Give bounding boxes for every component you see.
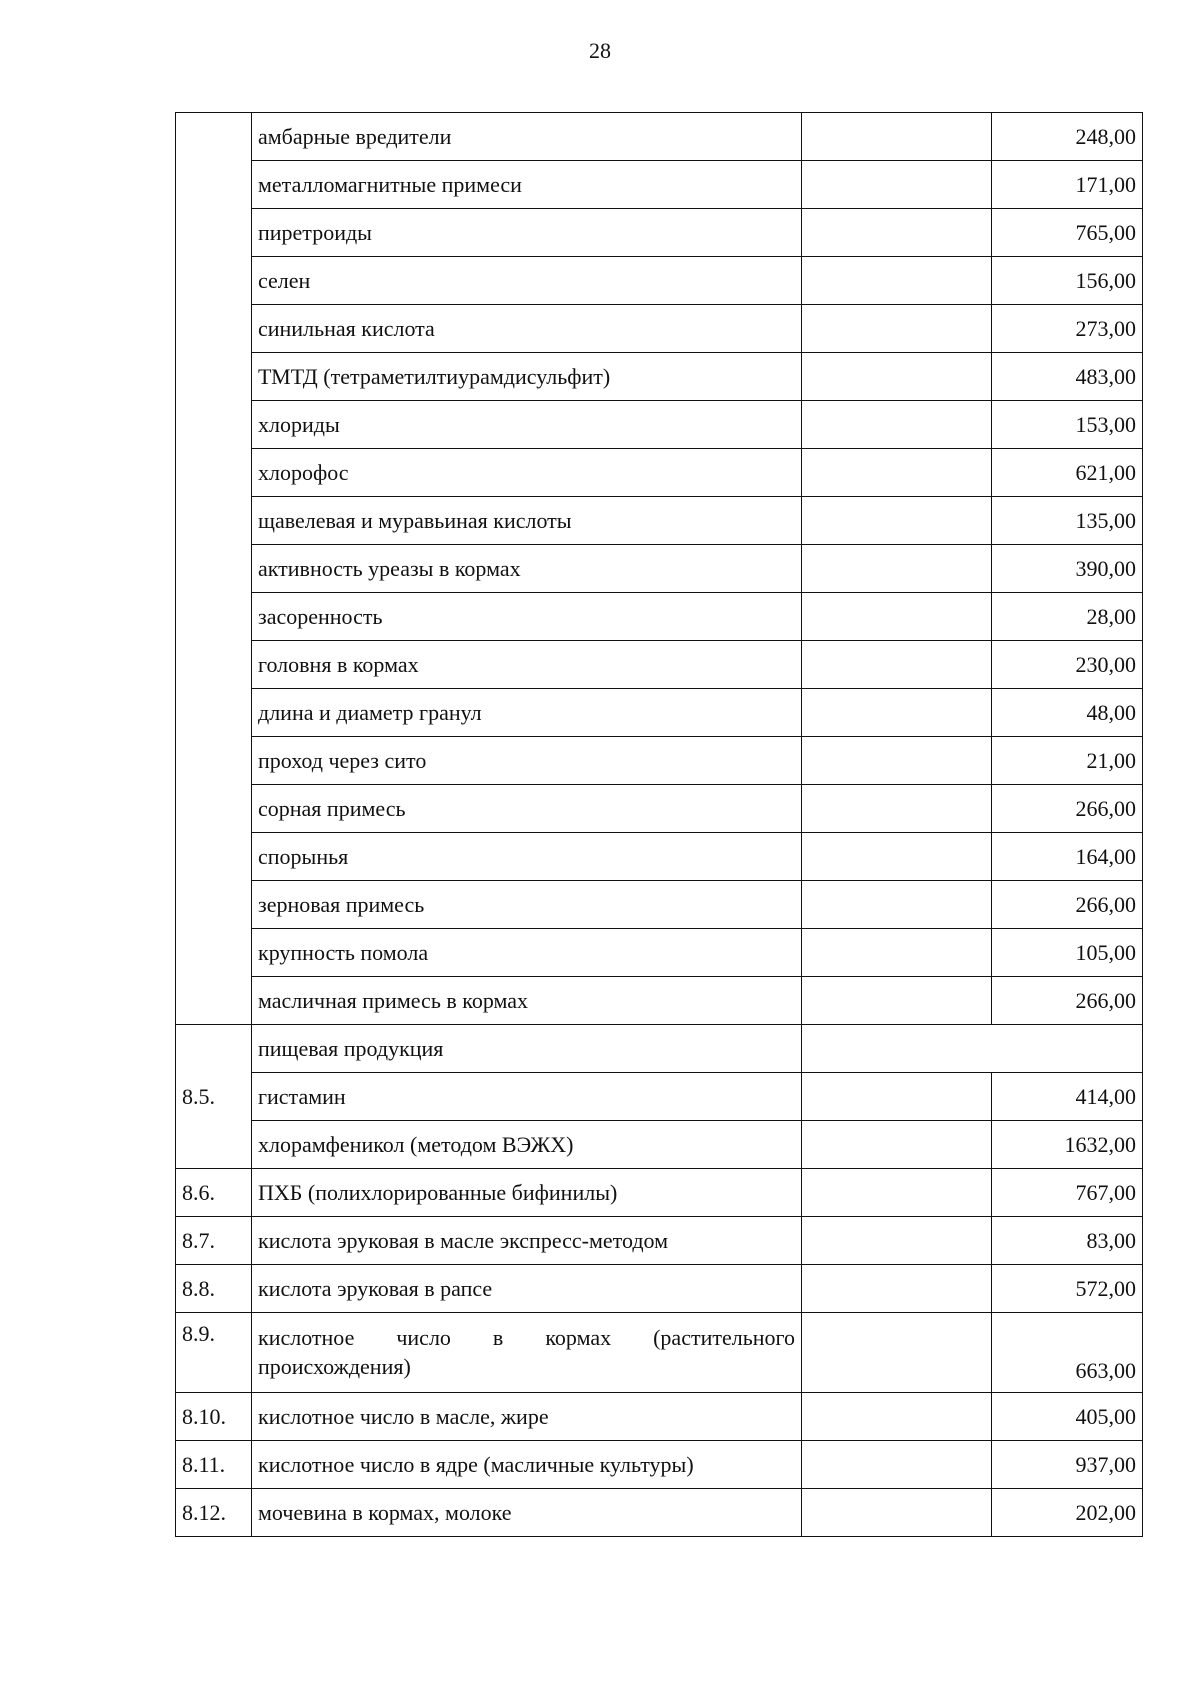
table-row <box>176 1489 1143 1537</box>
table-row <box>176 689 1143 737</box>
table-row <box>176 641 1143 689</box>
price-value: 572,00 <box>992 1265 1143 1313</box>
price-value: 164,00 <box>992 833 1143 881</box>
price-value: 21,00 <box>992 737 1143 785</box>
table-row <box>176 1217 1143 1265</box>
empty-cell <box>802 833 992 881</box>
table-row <box>176 1073 1143 1121</box>
empty-cell <box>802 161 992 209</box>
table-row <box>176 737 1143 785</box>
indicator-name: хлорамфеникол (методом ВЭЖХ) <box>252 1121 802 1169</box>
indicator-name: кислотное число в масле, жире <box>252 1393 802 1441</box>
row-number: 8.10. <box>176 1393 252 1441</box>
table-row <box>176 833 1143 881</box>
table-row <box>176 977 1143 1025</box>
price-value: 135,00 <box>992 497 1143 545</box>
empty-cell <box>802 737 992 785</box>
row-number: 8.6. <box>176 1169 252 1217</box>
empty-cell <box>802 881 992 929</box>
indicator-name: кислота эруковая в масле экспресс-методом <box>252 1217 802 1265</box>
price-value: 153,00 <box>992 401 1143 449</box>
empty-cell <box>802 1217 992 1265</box>
table-row <box>176 1441 1143 1489</box>
indicator-name: кислотное число в ядре (масличные культуры) <box>252 1441 802 1489</box>
section-header-row <box>176 1025 1143 1073</box>
indicator-name: амбарные вредители <box>252 113 802 161</box>
table-row <box>176 929 1143 977</box>
empty-cell <box>802 353 992 401</box>
row-number: 8.5. <box>176 1025 252 1169</box>
indicator-name: ТМТД (тетраметилтиурамдисульфит) <box>252 353 802 401</box>
indicator-name: кислота эруковая в рапсе <box>252 1265 802 1313</box>
indicator-name: проход через сито <box>252 737 802 785</box>
indicator-name: гистамин <box>252 1073 802 1121</box>
price-value: 266,00 <box>992 881 1143 929</box>
indicator-name: крупность помола <box>252 929 802 977</box>
table-row <box>176 1393 1143 1441</box>
empty-cell <box>802 929 992 977</box>
table-row <box>176 113 1143 161</box>
table-row <box>176 305 1143 353</box>
price-value: 266,00 <box>992 977 1143 1025</box>
empty-cell <box>802 545 992 593</box>
empty-cell <box>802 689 992 737</box>
empty-cell <box>802 1489 992 1537</box>
price-value: 621,00 <box>992 449 1143 497</box>
table-row <box>176 401 1143 449</box>
indicator-name: зерновая примесь <box>252 881 802 929</box>
price-value: 1632,00 <box>992 1121 1143 1169</box>
section-title: пищевая продукция <box>252 1025 802 1073</box>
empty-cell <box>802 1025 1143 1073</box>
indicator-name: спорынья <box>252 833 802 881</box>
indicator-name: синильная кислота <box>252 305 802 353</box>
row-number: 8.12. <box>176 1489 252 1537</box>
empty-cell <box>802 1121 992 1169</box>
table-row <box>176 1313 1143 1393</box>
price-table-body <box>176 113 1143 1537</box>
indicator-name: хлориды <box>252 401 802 449</box>
price-value: 156,00 <box>992 257 1143 305</box>
table-row <box>176 497 1143 545</box>
empty-cell <box>802 785 992 833</box>
price-value: 266,00 <box>992 785 1143 833</box>
table-row <box>176 209 1143 257</box>
price-value: 663,00 <box>992 1313 1143 1393</box>
table-row <box>176 593 1143 641</box>
indicator-name: пиретроиды <box>252 209 802 257</box>
table-row <box>176 257 1143 305</box>
price-value: 767,00 <box>992 1169 1143 1217</box>
empty-cell <box>802 1073 992 1121</box>
empty-cell <box>802 401 992 449</box>
row-number: 8.9. <box>176 1313 252 1393</box>
empty-cell <box>802 1393 992 1441</box>
table-row <box>176 1169 1143 1217</box>
empty-cell <box>802 305 992 353</box>
indicator-name <box>252 1313 802 1393</box>
indicator-name: активность уреазы в кормах <box>252 545 802 593</box>
empty-cell <box>802 1169 992 1217</box>
price-value: 230,00 <box>992 641 1143 689</box>
empty-cell <box>802 449 992 497</box>
table-row <box>176 449 1143 497</box>
table-row <box>176 1265 1143 1313</box>
price-value: 765,00 <box>992 209 1143 257</box>
table-row <box>176 881 1143 929</box>
empty-cell <box>802 1265 992 1313</box>
price-value: 273,00 <box>992 305 1143 353</box>
indicator-name: засоренность <box>252 593 802 641</box>
empty-cell <box>802 641 992 689</box>
price-value: 202,00 <box>992 1489 1143 1537</box>
indicator-name: селен <box>252 257 802 305</box>
price-value: 414,00 <box>992 1073 1143 1121</box>
row-number-cell <box>176 113 252 1025</box>
price-value: 483,00 <box>992 353 1143 401</box>
empty-cell <box>802 1313 992 1393</box>
empty-cell <box>802 257 992 305</box>
price-value: 48,00 <box>992 689 1143 737</box>
price-value: 390,00 <box>992 545 1143 593</box>
price-value: 171,00 <box>992 161 1143 209</box>
table-row <box>176 785 1143 833</box>
table-row <box>176 353 1143 401</box>
indicator-name: масличная примесь в кормах <box>252 977 802 1025</box>
page-number: 28 <box>589 38 611 63</box>
indicator-name: щавелевая и муравьиная кислоты <box>252 497 802 545</box>
indicator-name: длина и диаметр гранул <box>252 689 802 737</box>
empty-cell <box>802 977 992 1025</box>
row-number: 8.11. <box>176 1441 252 1489</box>
empty-cell <box>802 1441 992 1489</box>
table-row <box>176 545 1143 593</box>
price-value: 405,00 <box>992 1393 1143 1441</box>
empty-cell <box>802 113 992 161</box>
price-value: 937,00 <box>992 1441 1143 1489</box>
row-number: 8.7. <box>176 1217 252 1265</box>
price-value: 28,00 <box>992 593 1143 641</box>
indicator-name: сорная примесь <box>252 785 802 833</box>
price-value: 105,00 <box>992 929 1143 977</box>
indicator-name: головня в кормах <box>252 641 802 689</box>
indicator-name-line-1: кислотное число в кормах (растительного <box>258 1324 795 1350</box>
indicator-name: ПХБ (полихлорированные бифинилы) <box>252 1169 802 1217</box>
indicator-name: хлорофос <box>252 449 802 497</box>
empty-cell <box>802 593 992 641</box>
table-row <box>176 161 1143 209</box>
indicator-name: металломагнитные примеси <box>252 161 802 209</box>
price-value: 248,00 <box>992 113 1143 161</box>
empty-cell <box>802 497 992 545</box>
indicator-name-line-2: происхождения) <box>258 1353 411 1379</box>
row-number: 8.8. <box>176 1265 252 1313</box>
table-row <box>176 1121 1143 1169</box>
empty-cell <box>802 209 992 257</box>
indicator-name: мочевина в кормах, молоке <box>252 1489 802 1537</box>
price-table <box>175 112 1143 1537</box>
price-value: 83,00 <box>992 1217 1143 1265</box>
